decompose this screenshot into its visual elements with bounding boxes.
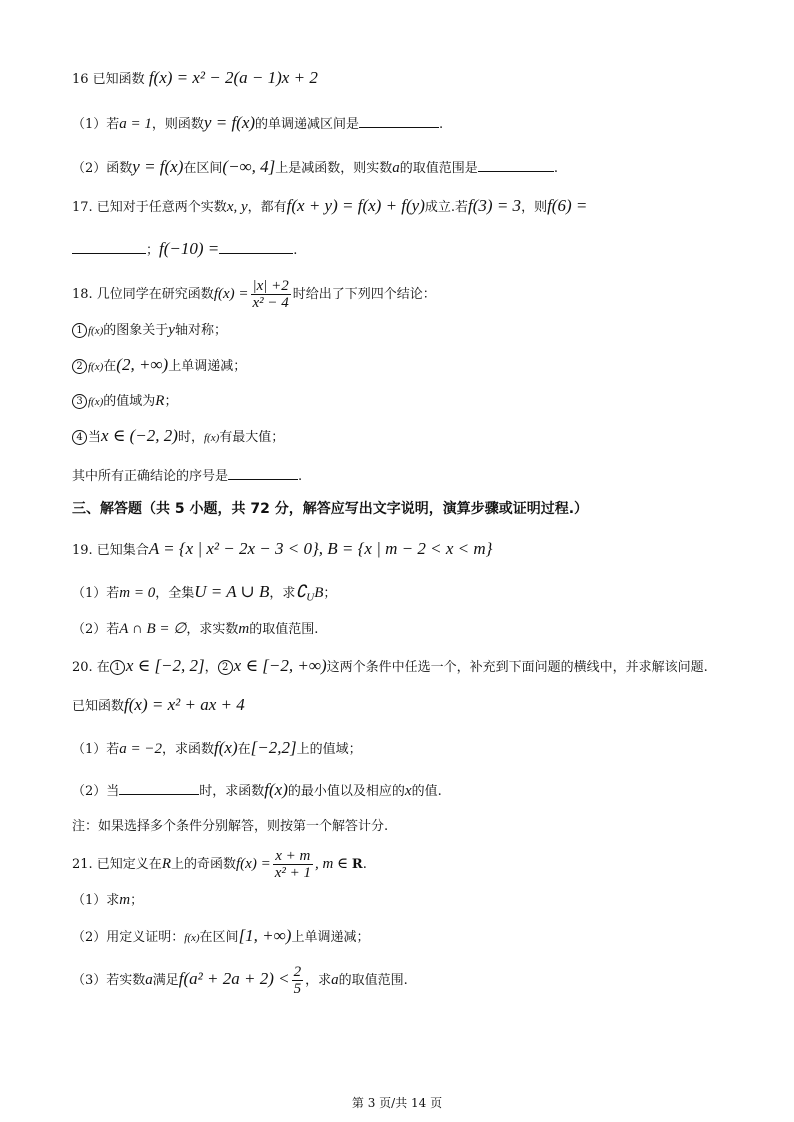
q19-stem: 19. 已知集合A = {x | x² − 2x − 3 < 0}, B = {x | m − 2 < x < m} — [72, 539, 493, 558]
q21-part2: （2）用定义证明：f(x)在区间[1, +∞)上单调递减； — [72, 926, 370, 945]
circled-number-icon: 2 — [218, 660, 233, 675]
answer-blank[interactable] — [72, 239, 146, 254]
answer-blank[interactable] — [119, 780, 199, 795]
q18-conclusion-4: 4 当x ∈ (−2, 2)时，f(x)有最大值； — [72, 426, 284, 448]
q18-conclusion-1: 1 f(x)的图象关于y轴对称； — [72, 320, 227, 341]
q18-ask: 其中所有正确结论的序号是 . — [72, 465, 302, 487]
q18-stem: 18. 几位同学在研究函数f(x) = $\frac{|x| +2}{\text{x² − 4}}$ 时给出了下列四个结论： — [72, 278, 436, 311]
q20-given: 已知函数f(x) = x² + ax + 4 — [72, 695, 245, 714]
q20-part1: （1）若a = −2，求函数f(x)在[−2,2]上的值域； — [72, 738, 362, 757]
q21-fraction-two-fifths: $\frac{2}{5}$ — [293, 964, 302, 997]
q20-part2: （2）当 时，求函数f(x)的最小值以及相应的x的值. — [72, 780, 442, 799]
q19-part2: （2）若A ∩ B = ∅，求实数m的取值范围. — [72, 621, 319, 637]
q17-answers: ；f(−10) = . — [72, 239, 297, 261]
q18-conclusion-2: 2 f(x)在(2, +∞)上单调递减； — [72, 355, 246, 377]
circled-number-icon: 4 — [72, 430, 87, 445]
answer-blank[interactable] — [228, 465, 298, 480]
q21-part1: （1）求m； — [72, 892, 144, 908]
q16-function: f(x) = x² − 2(a − 1)x + 2 — [148, 68, 318, 87]
q21-stem: 21. 已知定义在R上的奇函数f(x) = $\frac{x + m}{\text{x² + 1}}$ , m ∈ R. — [72, 848, 367, 881]
answer-blank[interactable] — [219, 239, 293, 254]
q20-note: 注：如果选择多个条件分别解答，则按第一个解答计分. — [72, 819, 389, 834]
circled-number-icon: 3 — [72, 394, 87, 409]
circled-number-icon: 2 — [72, 359, 87, 374]
q17-stem: 17. 已知对于任意两个实数x, y，都有f(x + y) = f(x) + f(y)成立.若f(3) = 3，则f(6) = — [72, 196, 588, 215]
page-footer: 第 3 页/共 14 页 — [351, 1096, 443, 1110]
q18-fraction: $\frac{|x| +2}{\text{x² − 4}}$ — [252, 278, 289, 311]
q16-part1: （1）若a = 1，则函数y = f(x)的单调递减区间是 . — [72, 113, 444, 132]
q19-part1: （1）若m = 0，全集U = A ∪ B，求$∁_UB$； — [72, 582, 337, 604]
circled-number-icon: 1 — [72, 323, 87, 338]
section-heading: 三、解答题（共 5 小题，共 72 分，解答应写出文字说明，演算步骤或证明过程.） — [72, 501, 589, 517]
q21-part3: （3）若实数a满足f(a² + 2a + 2) < $\frac{2}{5}$ ，求a的取值范围. — [72, 964, 408, 997]
q16-stem: 16 已知函数 f(x) = x² − 2(a − 1)x + 2 — [72, 68, 318, 87]
answer-blank[interactable] — [359, 113, 439, 128]
answer-blank[interactable] — [478, 157, 554, 172]
q20-stem: 20. 在 1 x ∈ [−2, 2]， 2 x ∈ [−2, +∞)这两个条件中任选一个，补充到下面问题的横线中，并求解该问题. — [72, 656, 708, 675]
circled-number-icon: 1 — [110, 660, 125, 675]
q18-conclusion-3: 3 f(x)的值域为R； — [72, 391, 177, 412]
q21-fraction: $\frac{x + m}{\text{x² + 1}}$ — [274, 848, 311, 881]
q16-part2: （2）函数y = f(x)在区间(−∞, 4]上是减函数，则实数a的取值范围是 . — [72, 157, 558, 176]
